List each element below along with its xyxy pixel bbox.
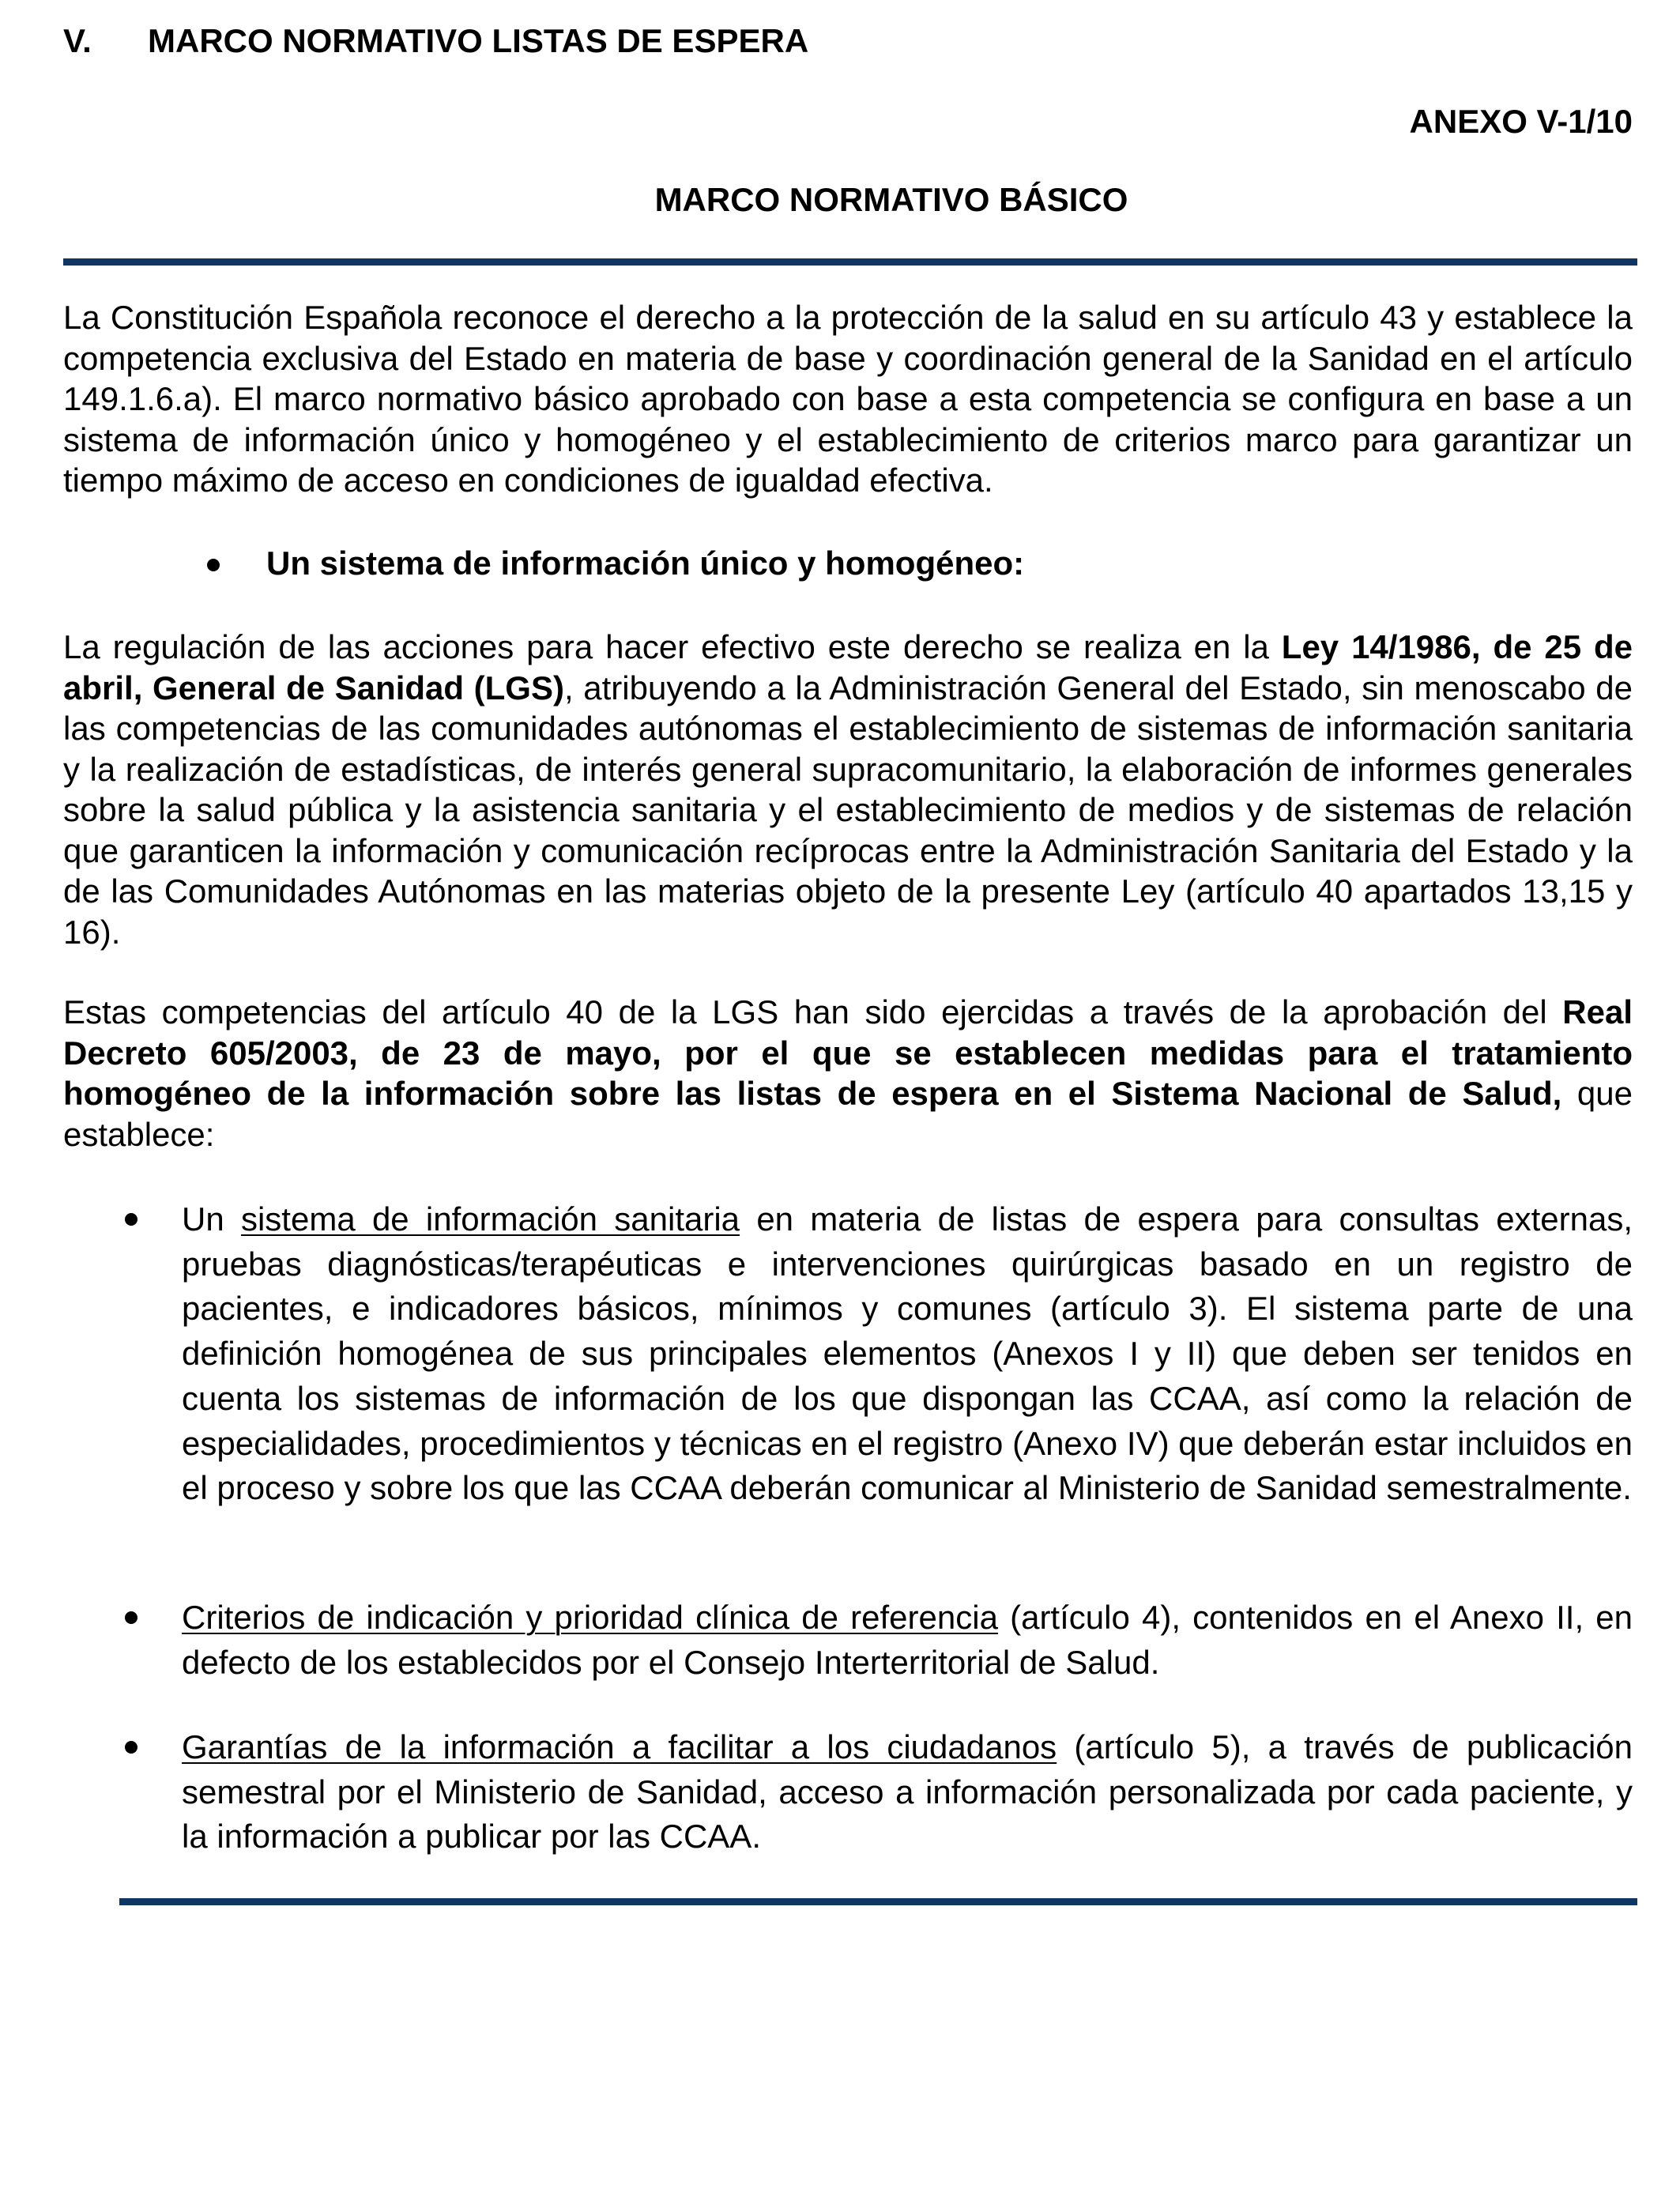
subheading: Un sistema de información único y homogéneo: (266, 544, 1025, 582)
bullet-icon (125, 1213, 137, 1226)
bullet-item-information-system (182, 1197, 1633, 1511)
bullet-item-citizen-information (182, 1725, 1633, 1859)
bullet-icon (125, 1741, 137, 1754)
bullet-icon (207, 559, 220, 571)
bullet-text: Un (182, 1200, 241, 1238)
bullet-underlined-term: sistema de información sanitaria (240, 1200, 740, 1238)
bullet-item-clinical-criteria (182, 1596, 1633, 1685)
rd-text-a: Estas competencias del artículo 40 de la LGS han sido ejercidas a través de la aprobación del (63, 993, 1563, 1030)
top-divider (63, 258, 1637, 266)
lgs-text-a: La regulación de las acciones para hacer efectivo este derecho se realiza en la (63, 628, 1282, 665)
bottom-divider (119, 1898, 1637, 1905)
bullet-text: (artículo 4), contenidos en el Anexo II, en defecto de los establecidos por el Consejo Interterritorial de Salud. (182, 1599, 1633, 1681)
section-number: V. (63, 22, 92, 59)
lgs-paragraph (63, 627, 1633, 952)
rd-law-reference: Real Decreto 605/2003, de 23 de mayo, por el que se establecen medidas para el tratamiento homogéneo de la información sobre las listas de espera en el Sistema Nacional de Salud, (63, 993, 1633, 1112)
intro-paragraph: La Constitución Española reconoce el derecho a la protección de la salud en su artículo 43 y establece la competencia exclusiva del Estado en materia de base y coordinación general de la Sanidad en el artículo 149.1.6.a). El marco normativo básico aprobado con base a esta competencia se configura en base a un sistema de información único y homogéneo y el establecimiento de criterios marco para garantizar un tiempo máximo de acceso en condiciones de igualdad efectiva. (63, 299, 1633, 499)
section-title: MARCO NORMATIVO LISTAS DE ESPERA (148, 22, 809, 59)
bullet-underlined-term: Garantías de la información a facilitar a los ciudadanos (182, 1728, 1057, 1765)
royal-decree-paragraph (63, 992, 1633, 1155)
bullet-text: en materia de listas de espera para consultas externas, pruebas diagnósticas/terapéuticas e intervenciones quirúrgicas basado en un registro de pacientes, e indicadores básicos, mínimos y comunes (artículo 3). El sistema parte de una definición homogénea de sus principales elementos (Anexos I y II) que deben ser tenidos en cuenta los sistemas de información de los que dispongan las CCAA, así como la relación de especialidades, procedimientos y técnicas en el registro (Anexo IV) que deberán estar incluidos en el proceso y sobre los que las CCAA deberán comunicar al Ministerio de Sanidad semestralmente. (182, 1200, 1633, 1507)
lgs-law-reference: Ley 14/1986, de 25 de abril, General de Sanidad (LGS) (63, 628, 1633, 706)
bullet-underlined-term: Criterios de indicación y prioridad clínica de referencia (182, 1599, 998, 1636)
rd-text-c: que establece: (63, 1075, 1633, 1153)
lgs-text-c: , atribuyendo a la Administración General del Estado, sin menoscabo de las competencias de las comunidades autónomas el establecimiento de sistemas de información sanitaria y la realización de estadísticas, de interés general supracomunitario, la elaboración de informes generales sobre la salud pública y la asistencia sanitaria y el establecimiento de medios y de sistemas de relación que garanticen la información y comunicación recíprocas entre la Administración Sanitaria del Estado y la de las Comunidades Autónomas en las materias objeto de la presente Ley (artículo 40 apartados 13,15 y 16). (63, 669, 1633, 951)
bullet-text: (artículo 5), a través de publicación semestral por el Ministerio de Sanidad, acceso a información personalizada por cada paciente, y la información a publicar por las CCAA. (182, 1728, 1633, 1856)
page-title: MARCO NORMATIVO BÁSICO (654, 181, 1128, 218)
bullet-icon (125, 1611, 137, 1624)
annex-label: ANEXO V-1/10 (1409, 103, 1633, 140)
